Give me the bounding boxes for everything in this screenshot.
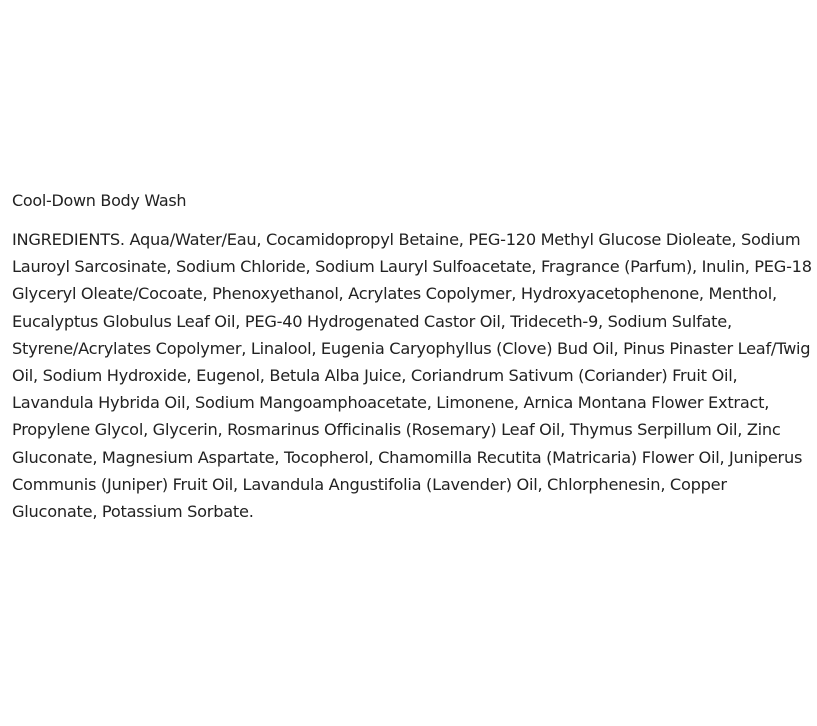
document-body	[12, 190, 812, 525]
ingredients-text: INGREDIENTS. Aqua/Water/Eau, Cocamidopropyl Betaine, PEG-120 Methyl Glucose Dioleate, Sodium Lauroyl Sarcosinate, Sodium Chloride, Sodium Lauryl Sulfoacetate, Fragrance (Parfum), Inulin, PEG-18 Glyceryl Oleate/Cocoate, Phenoxyethanol, Acrylates Copolymer, Hydroxyacetophenone, Menthol, Eucalyptus Globulus Leaf Oil, PEG-40 Hydrogenated Castor Oil, Trideceth-9, Sodium Sulfate, Styrene/Acrylates Copolymer, Linalool, Eugenia Caryophyllus (Clove) Bud Oil, Pinus Pinaster Leaf/Twig Oil, Sodium Hydroxide, Eugenol, Betula Alba Juice, Coriandrum Sativum (Coriander) Fruit Oil, Lavandula Hybrida Oil, Sodium Mangoamphoacetate, Limonene, Arnica Montana Flower Extract, Propylene Glycol, Glycerin, Rosmarinus Officinalis (Rosemary) Leaf Oil, Thymus Serpillum Oil, Zinc Gluconate, Magnesium Aspartate, Tocopherol, Chamomilla Recutita (Matricaria) Flower Oil, Juniperus Communis (Juniper) Fruit Oil, Lavandula Angustifolia (Lavender) Oil, Chlorphenesin, Copper Gluconate, Potassium Sorbate.	[12, 230, 812, 522]
product-title: Cool-Down Body Wash	[12, 191, 187, 210]
